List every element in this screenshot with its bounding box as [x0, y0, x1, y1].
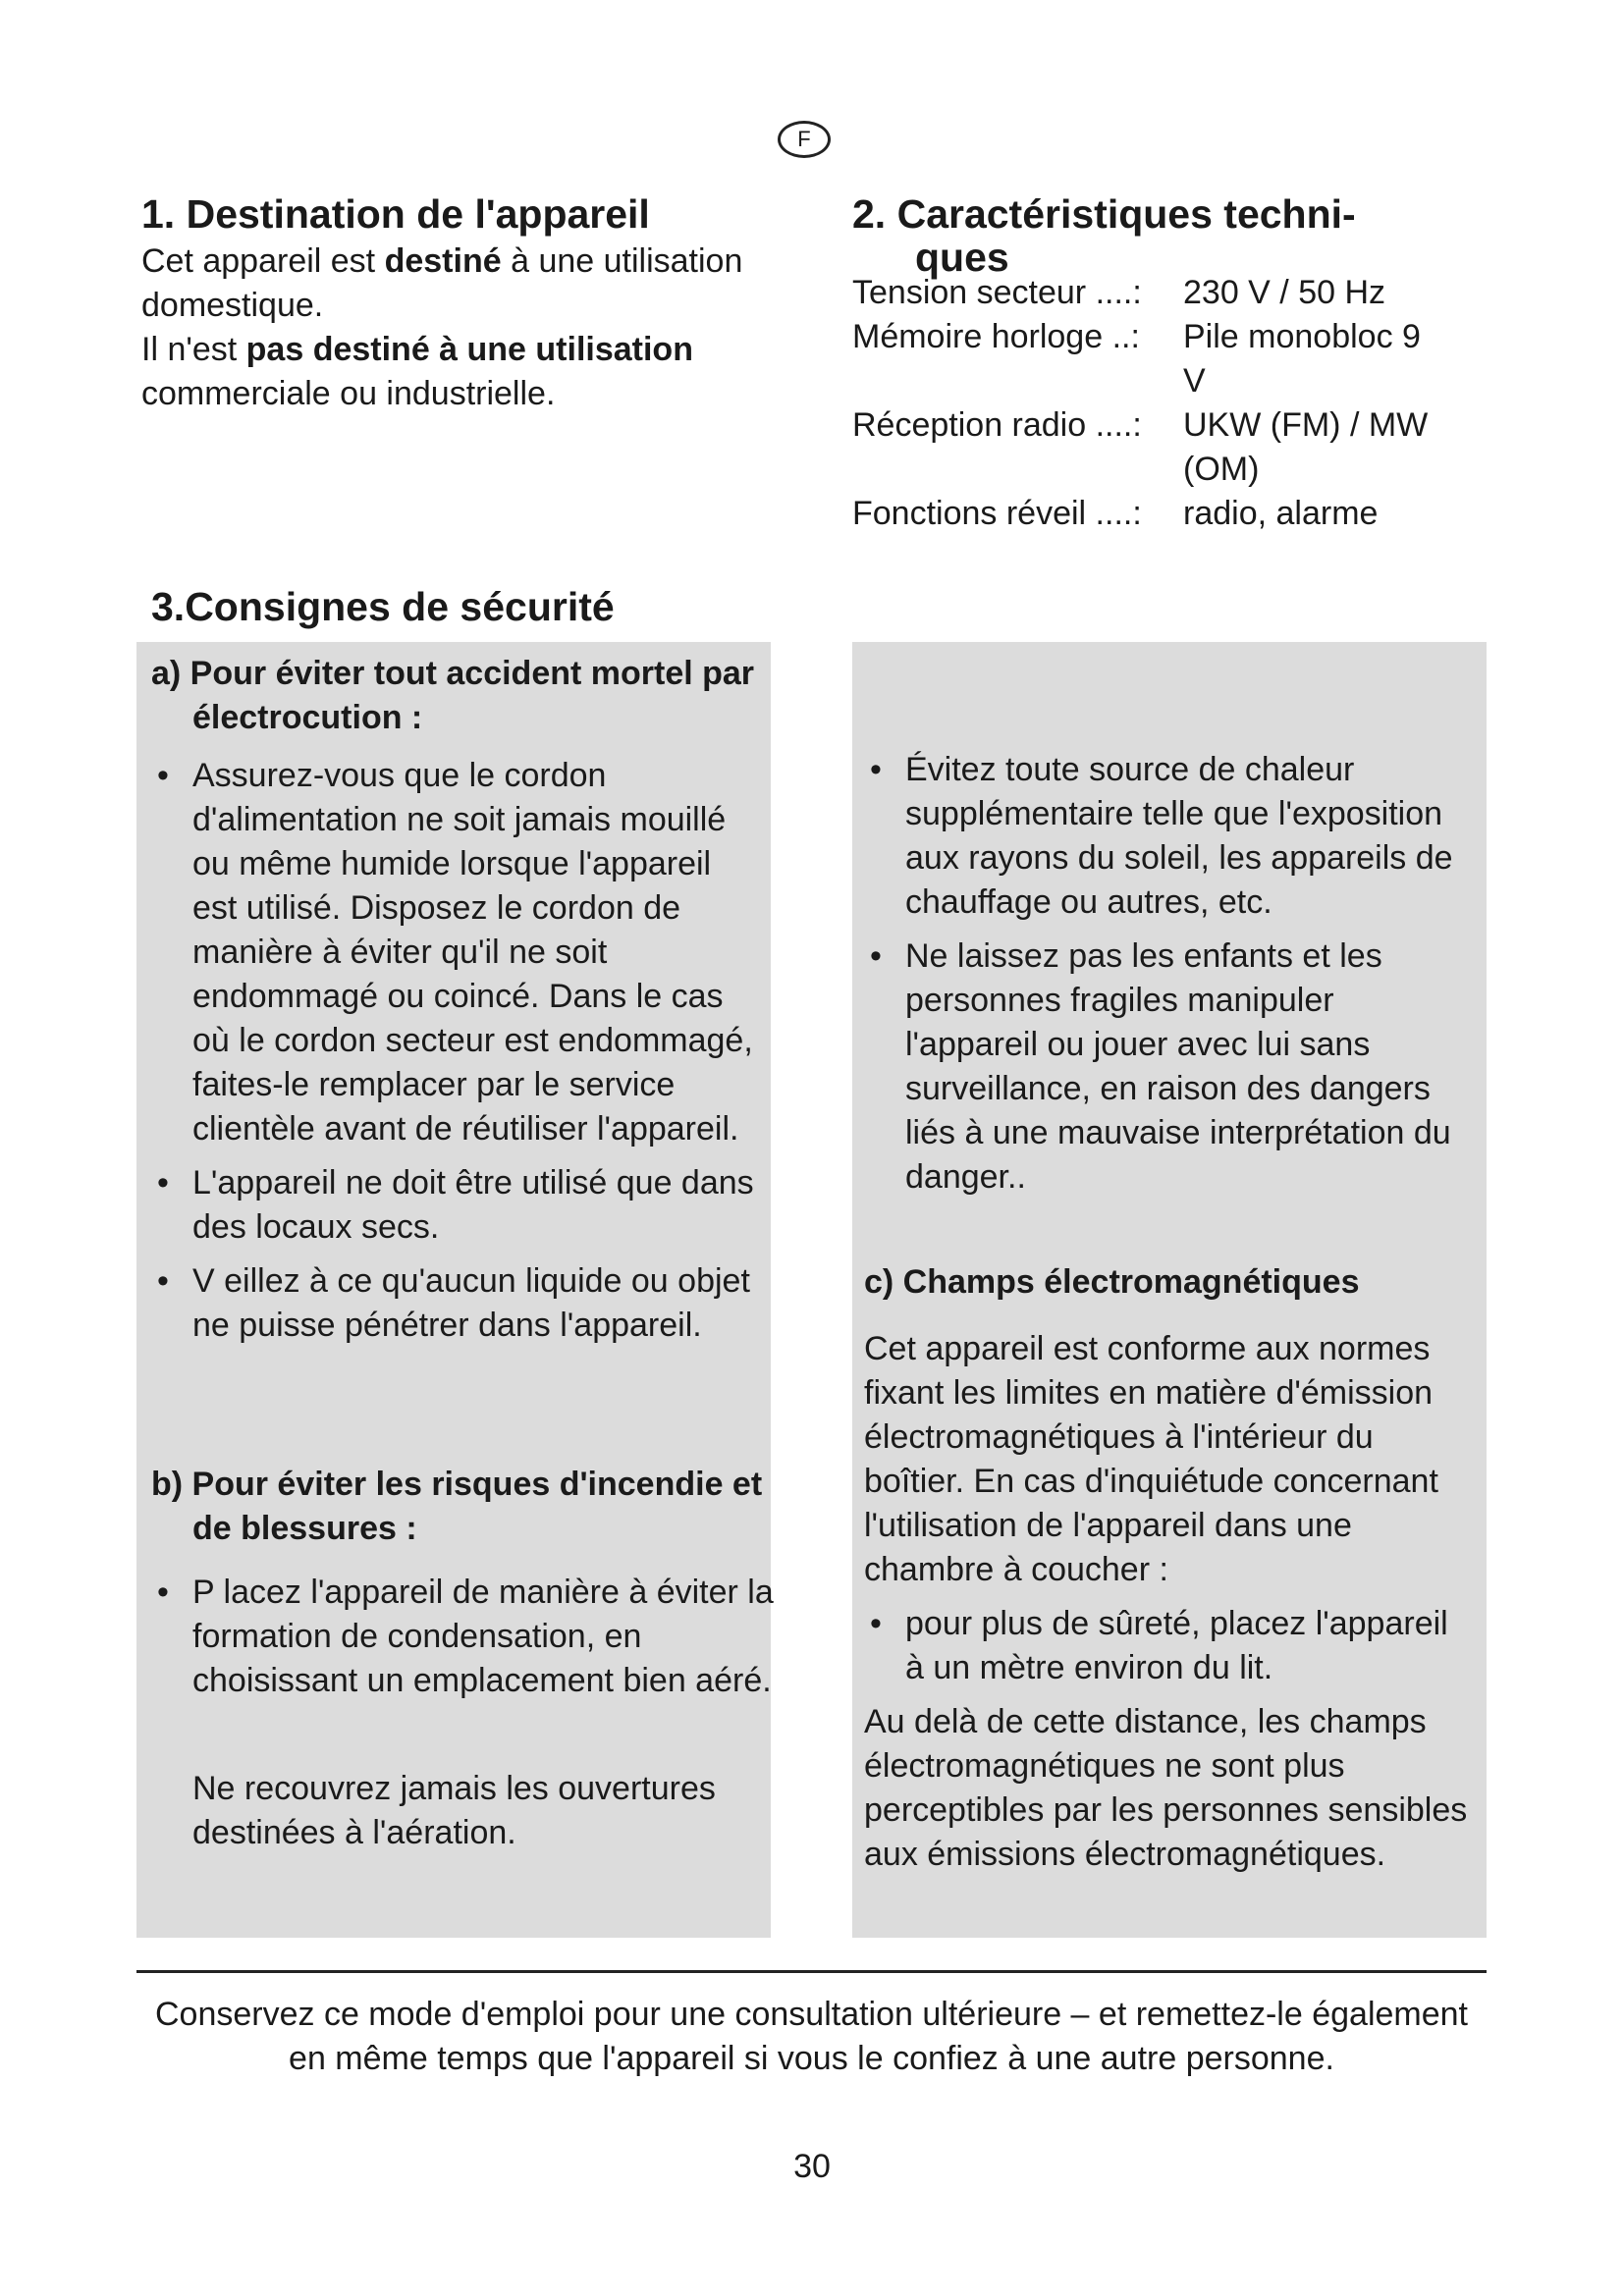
subsection-a-list [151, 754, 760, 1358]
list-item: • Assurez-vous que le cordon d'alimentation ne soit jamais mouillé ou même humide lorsque l'appareil est utilisé. Disposez le cordon de manière à éviter qu'il ne soit endommagé ou coincé. Dans le cas où le cordon secteur est endommagé, faites-le remplacer par le service clientèle avant de réutiliser l'appareil. [151, 754, 760, 1151]
section-3-title: 3.Consignes de sécurité [151, 584, 615, 629]
subsection-c-text: Cet appareil est conforme aux normes fixant les limites en matière d'émission électromagnétiques à l'intérieur du boîtier. En cas d'inquiétude concernant l'utilisation de l'appareil dans une chambre à coucher : [864, 1330, 1438, 1588]
spec-value: radio, alarme [1183, 495, 1379, 532]
footer-rule [136, 1970, 1487, 1973]
spec-row [852, 315, 1468, 403]
list-item: • pour plus de sûreté, placez l'appareil à un mètre environ du lit. [864, 1602, 1473, 1690]
subsection-c-heading: c) Champs électromagnétiques [864, 1263, 1360, 1301]
subsection-b-heading: b) Pour éviter les risques d'incendie et de blessures : [151, 1466, 763, 1547]
subsection-c-after: Au delà de cette distance, les champs électromagnétiques ne sont plus perceptibles par les personnes sensibles aux émissions électromagnétiques. [864, 1703, 1468, 1873]
list-item: • L'appareil ne doit être utilisé que dans des locaux secs. [151, 1161, 760, 1250]
spec-value: Pile monobloc 9 V [1183, 318, 1421, 400]
spec-row [852, 403, 1468, 492]
list-item: • Ne laissez pas les enfants et les personnes fragiles manipuler l'appareil ou jouer avec lui sans surveillance, en raison des dangers liés à une mauvaise interprétation du danger.. [864, 934, 1473, 1200]
subsection-a-heading: a) Pour éviter tout accident mortel par électrocution : [151, 655, 755, 736]
section-2-title [852, 192, 1481, 279]
footer-note: Conservez ce mode d'emploi pour une consultation ultérieure – et remettez-le également en même temps que l'appareil si vous le confiez à une autre personne. [154, 1996, 1468, 2077]
section-1-text: Cet appareil est destiné à une utilisation domestique. Il n'est pas destiné à une utilisation commerciale ou industrielle. [141, 242, 743, 412]
language-badge: F [778, 121, 831, 158]
section-2-title-line2: ques [915, 235, 1009, 280]
spec-label: Mémoire horloge ..: [852, 318, 1140, 355]
section-2-title-line1: 2. Caractéristiques techni- [852, 191, 1356, 237]
subsection-c-list [864, 1602, 1473, 1700]
spec-label: Tension secteur ....: [852, 274, 1142, 311]
right-panel-list [864, 748, 1473, 1209]
spec-label: Fonctions réveil ....: [852, 495, 1142, 532]
subsection-b-note: Ne recouvrez jamais les ouvertures destinées à l'aération. [192, 1770, 716, 1851]
list-item: • P lacez l'appareil de manière à éviter la formation de condensation, en choisissant un emplacement bien aéré. [151, 1571, 776, 1703]
subsection-b-list [151, 1571, 776, 1713]
list-item: • V eillez à ce qu'aucun liquide ou objet ne puisse pénétrer dans l'appareil. [151, 1259, 760, 1348]
section-1-title: 1. Destination de l'appareil [141, 191, 650, 237]
page-number: 30 [793, 2148, 831, 2185]
spec-label: Réception radio ....: [852, 406, 1142, 444]
spec-table [852, 271, 1468, 536]
spec-value: UKW (FM) / MW (OM) [1183, 406, 1429, 488]
list-item: • Évitez toute source de chaleur supplémentaire telle que l'exposition aux rayons du soleil, les appareils de chauffage ou autres, etc. [864, 748, 1473, 925]
spec-row [852, 492, 1468, 536]
spec-row [852, 271, 1468, 315]
spec-value: 230 V / 50 Hz [1183, 274, 1386, 311]
